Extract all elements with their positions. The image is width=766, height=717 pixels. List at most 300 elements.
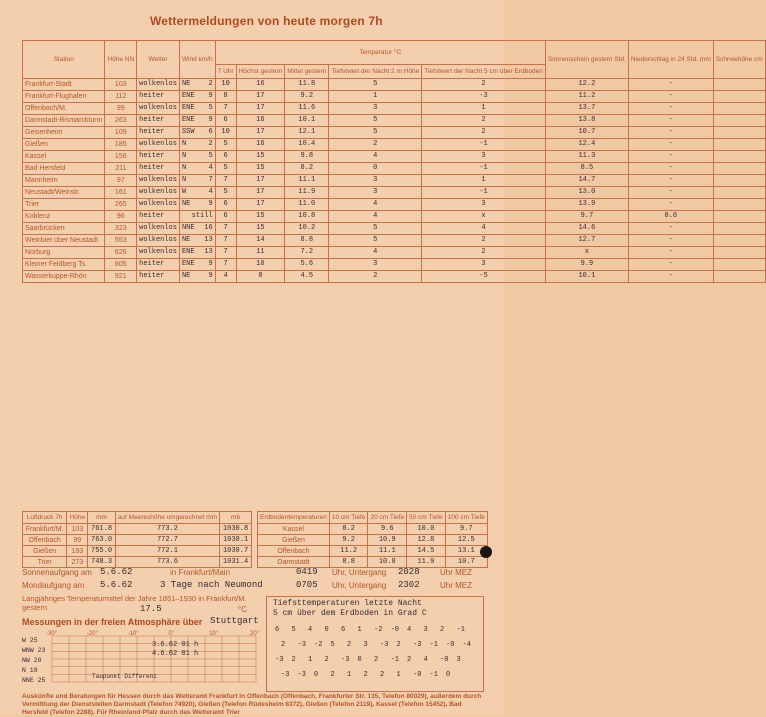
table-row <box>23 271 766 283</box>
cell-wind <box>179 223 215 235</box>
cell-station: Trier <box>23 557 67 568</box>
cell-temp-mean: 11.9 <box>285 187 329 199</box>
moonrise-label: Mondaufgang am <box>22 581 85 590</box>
cell-temp-7h: 10 <box>215 127 236 139</box>
cell-wind <box>179 91 215 103</box>
map-value: 2 <box>281 641 286 649</box>
cell-station: Neustadt/Weinstr. <box>23 187 105 199</box>
x-tick-label: 0° <box>168 631 175 637</box>
cell-c20: 10.9 <box>368 535 407 546</box>
cell-weather: wolkenlos <box>137 187 180 199</box>
table-row <box>23 223 766 235</box>
cell-wind <box>179 139 215 151</box>
cell-sunshine: x <box>545 247 628 259</box>
cell-c20: 9.6 <box>368 524 407 535</box>
col-min-ground: Tiefstwert der Nacht 5 cm über Erdboden <box>422 65 546 79</box>
cell-temp-min-air: 0 <box>329 163 422 175</box>
x-tick-label: -20° <box>86 631 98 637</box>
cell-temp-max: 17 <box>236 187 285 199</box>
cell-station: Koblenz <box>23 211 105 223</box>
map-panel <box>266 596 484 692</box>
map-value: 6 <box>275 626 280 634</box>
x-tick-label: -30° <box>46 631 58 637</box>
cell-station: Offenbach/M. <box>23 103 105 115</box>
cell-mm: 755.0 <box>88 546 115 557</box>
cell-snow <box>713 139 765 151</box>
cell-precip: - <box>628 151 713 163</box>
cell-height: 158 <box>105 151 137 163</box>
col-height: Höhe NN <box>105 41 137 79</box>
cell-temp-max: 17 <box>236 91 285 103</box>
cell-sunshine: 11.3 <box>545 151 628 163</box>
cell-precip: - <box>628 127 713 139</box>
cell-station: Saarbrücken <box>23 223 105 235</box>
cell-temp-7h: 6 <box>215 211 236 223</box>
cell-temp-min-ground: 2 <box>422 127 546 139</box>
cell-wind <box>179 235 215 247</box>
cell-height: 921 <box>105 271 137 283</box>
map-value: -3 <box>380 641 389 649</box>
map-value: 3 <box>363 641 368 649</box>
wind-direction: NE <box>181 272 191 280</box>
cell-nn: 773.2 <box>115 524 219 535</box>
col-snow: Schneehöhe cm <box>713 41 765 79</box>
cell-temp-mean: 10.1 <box>285 115 329 127</box>
col-10cm: 10 cm Tiefe <box>329 512 368 524</box>
cell-temp-max: 16 <box>236 139 285 151</box>
cell-temp-max: 14 <box>236 235 285 247</box>
table-row <box>23 91 766 103</box>
cell-station: Kassel <box>258 524 330 535</box>
map-value: -0 <box>446 641 455 649</box>
cell-wind <box>179 199 215 211</box>
cell-temp-max: 17 <box>236 175 285 187</box>
col-max: Höchst gestern <box>236 65 285 79</box>
cell-weather: wolkenlos <box>137 79 180 91</box>
cell-sunshine: 14.7 <box>545 175 628 187</box>
wind-direction: ENE <box>181 92 195 100</box>
cell-temp-min-ground: -5 <box>422 271 546 283</box>
cell-precip: - <box>628 163 713 175</box>
map-value: -3 <box>341 656 350 664</box>
wind-direction: ENE <box>181 260 195 268</box>
moonrise-date: 5.6.62 <box>100 580 133 590</box>
cell-temp-7h: 7 <box>215 235 236 247</box>
cell-temp-max: 15 <box>236 151 285 163</box>
cell-temp-7h: 5 <box>215 139 236 151</box>
wind-speed: 5 <box>208 152 213 160</box>
map-value: -3 <box>275 656 284 664</box>
cell-station: Gießen <box>258 535 330 546</box>
cell-precip: - <box>628 199 713 211</box>
cell-station: Kassel <box>23 151 105 163</box>
table-row <box>23 175 766 187</box>
cell-precip: - <box>628 187 713 199</box>
table-row <box>23 187 766 199</box>
cell-station: Kleiner Feldberg Ts. <box>23 259 105 271</box>
cell-weather: wolkenlos <box>137 103 180 115</box>
map-value: 2 <box>347 641 352 649</box>
cell-temp-min-air: 5 <box>329 127 422 139</box>
wind-speed: 9 <box>208 92 213 100</box>
map-value: 6 <box>341 626 346 634</box>
cell-weather: wolkenlos <box>137 199 180 211</box>
map-value: 3 <box>456 656 461 664</box>
col-station: Station <box>23 41 105 79</box>
cell-temp-mean: 9.8 <box>285 151 329 163</box>
cell-weather: wolkenlos <box>137 139 180 151</box>
cell-precip: - <box>628 115 713 127</box>
cell-temp-min-ground: 3 <box>422 151 546 163</box>
cell-station: Offenbach <box>23 535 67 546</box>
table-row <box>23 163 766 175</box>
cell-temp-min-ground: -1 <box>422 139 546 151</box>
sun-timezone: Uhr MEZ <box>440 568 472 577</box>
col-7h: 7 Uhr <box>215 65 236 79</box>
cell-temp-min-air: 3 <box>329 175 422 187</box>
cell-temp-min-air: 4 <box>329 211 422 223</box>
wind-speed: 5 <box>208 104 213 112</box>
cell-c10: 11.2 <box>329 546 368 557</box>
col-100cm: 100 cm Tiefe <box>445 512 487 524</box>
wind-speed: 9 <box>208 200 213 208</box>
map-value: 0 <box>314 671 319 679</box>
cell-sunshine: 10.7 <box>545 127 628 139</box>
cell-temp-mean: 4.5 <box>285 271 329 283</box>
footer-text: Auskünfte und Beratungen für Hessen durch das Wetteramt Frankfurt in Offenbach (Offenbach, Frankfurter Str. 135, Telefon 80029), außerdem durch Vermittlung der Dienststellen Darmstadt (Telefon 74920), Gießen (Telefon Rüdesheim 8372), Gießen (Telefon 2119), Kassel (Telefon 15452), Bad Hersfeld (Telefon 2288). Für Rheinland-Pfalz durch das Wetteramt Trier <box>22 693 482 716</box>
cell-sunshine: 9.7 <box>545 211 628 223</box>
cell-temp-mean: 11.8 <box>285 79 329 91</box>
cell-temp-min-ground: 4 <box>422 223 546 235</box>
cell-station: Gießen <box>23 139 105 151</box>
cell-height: 185 <box>105 139 137 151</box>
wind-speed: 9 <box>208 260 213 268</box>
cell-c100: 13.1 <box>445 546 487 557</box>
col-weather: Wetter <box>137 41 180 79</box>
cell-sunshine: 11.2 <box>545 91 628 103</box>
cell-station: Wasserkuppe-Rhön <box>23 271 105 283</box>
cell-weather: heiter <box>137 91 180 103</box>
cell-temp-min-air: 5 <box>329 235 422 247</box>
cell-temp-min-ground: -1 <box>422 163 546 175</box>
cell-temp-max: 17 <box>236 103 285 115</box>
cell-temp-max: 15 <box>236 223 285 235</box>
map-value: 2 <box>440 626 445 634</box>
cell-temp-max: 15 <box>236 211 285 223</box>
wind-direction: NE <box>181 80 191 88</box>
moonset-label: Uhr, Untergang <box>332 581 387 590</box>
cell-sunshine: 13.7 <box>545 103 628 115</box>
cell-station: Nürburg <box>23 247 105 259</box>
cell-station: Frankfurt-Stadt <box>23 79 105 91</box>
cell-mm: 763.0 <box>88 535 115 546</box>
cell-c100: 9.7 <box>445 524 487 535</box>
cell-temp-mean: 11.0 <box>285 199 329 211</box>
map-value: 5 <box>330 641 335 649</box>
wind-speed: 9 <box>208 272 213 280</box>
cell-temp-mean: 9.2 <box>285 91 329 103</box>
wind-direction: N <box>181 140 187 148</box>
cell-wind <box>179 79 215 91</box>
map-value: 2 <box>380 671 385 679</box>
x-tick-label: 10° <box>209 631 219 637</box>
cell-height: 96 <box>105 211 137 223</box>
cell-snow <box>713 115 765 127</box>
wind-speed: 6 <box>208 128 213 136</box>
wind-speed: 4 <box>208 188 213 196</box>
table-row <box>258 524 488 535</box>
col-precip: Niederschlag in 24 Std. mm <box>628 41 713 79</box>
cell-hoehe: 193 <box>67 546 88 557</box>
cell-temp-7h: 8 <box>215 91 236 103</box>
cell-c20: 11.1 <box>368 546 407 557</box>
cell-temp-min-air: 5 <box>329 115 422 127</box>
wind-speed: 16 <box>204 224 213 232</box>
cell-temp-mean: 5.6 <box>285 259 329 271</box>
cell-precip: - <box>628 79 713 91</box>
cell-c100: 12.5 <box>445 535 487 546</box>
col-20cm: 20 cm Tiefe <box>368 512 407 524</box>
table-row <box>23 557 252 568</box>
cell-mm: 761.8 <box>88 524 115 535</box>
cell-station: Gießen <box>23 546 67 557</box>
cell-sunshine: 13.0 <box>545 187 628 199</box>
cell-snow <box>713 199 765 211</box>
cell-station: Offenbach <box>258 546 330 557</box>
table-row <box>258 557 488 568</box>
cell-temp-min-air: 3 <box>329 103 422 115</box>
cell-hoehe: 273 <box>67 557 88 568</box>
cell-snow <box>713 187 765 199</box>
cell-sunshine: 14.6 <box>545 223 628 235</box>
cell-precip: - <box>628 175 713 187</box>
wind-speed: still <box>191 212 213 220</box>
cell-temp-min-air: 3 <box>329 187 422 199</box>
wind-speed: 13 <box>204 236 213 244</box>
cell-temp-min-air: 3 <box>329 259 422 271</box>
map-chart <box>271 621 477 687</box>
cell-temp-max: 8 <box>236 271 285 283</box>
map-value: 4 <box>423 656 428 664</box>
table-row <box>23 247 766 259</box>
sounding-chart <box>22 628 262 690</box>
cell-weather: heiter <box>137 259 180 271</box>
wind-direction: NE <box>181 200 191 208</box>
dewpoint-label: Taupunkt Differenz <box>92 673 157 680</box>
wind-direction: W <box>181 188 187 196</box>
cell-c10: 9.2 <box>329 535 368 546</box>
wind-label: W 25 <box>22 637 38 644</box>
wind-label: NW 20 <box>22 657 42 664</box>
table-row <box>23 139 766 151</box>
map-value: 2 <box>291 656 296 664</box>
cell-height: 211 <box>105 163 137 175</box>
cell-height: 109 <box>105 127 137 139</box>
wind-speed: 7 <box>208 176 213 184</box>
cell-temp-min-ground: 2 <box>422 79 546 91</box>
cell-precip: 0.0 <box>628 211 713 223</box>
table-row <box>23 115 766 127</box>
cell-station: Weinbiet über Neustadt <box>23 235 105 247</box>
cell-weather: heiter <box>137 271 180 283</box>
cell-wind <box>179 163 215 175</box>
cell-weather: heiter <box>137 151 180 163</box>
cell-sunshine: 13.9 <box>545 199 628 211</box>
map-value: -1 <box>456 626 465 634</box>
cell-precip: - <box>628 235 713 247</box>
cell-sunshine: 12.4 <box>545 139 628 151</box>
moonrise-time: 0705 <box>296 580 318 590</box>
cell-height: 626 <box>105 247 137 259</box>
sounding-date: 3.6.62 01 h <box>152 641 199 649</box>
cell-c20: 10.8 <box>368 557 407 568</box>
cell-snow <box>713 235 765 247</box>
cell-precip: - <box>628 223 713 235</box>
punch-hole-top <box>480 546 492 558</box>
cell-temp-7h: 4 <box>215 271 236 283</box>
cell-c50: 11.9 <box>407 557 446 568</box>
map-value: -0 <box>440 656 449 664</box>
table-row <box>23 235 766 247</box>
map-value: 2 <box>407 656 412 664</box>
cell-sunshine: 10.1 <box>545 271 628 283</box>
cell-snow <box>713 223 765 235</box>
sunrise-date: 5.6.62 <box>100 567 133 577</box>
map-value: -1 <box>390 656 399 664</box>
sounding-date: 4.6.62 01 h <box>152 650 199 658</box>
longterm-value: 17.5 <box>140 604 162 614</box>
cell-sunshine: 13.8 <box>545 115 628 127</box>
cell-weather: wolkenlos <box>137 235 180 247</box>
map-value: -0 <box>413 671 422 679</box>
cell-temp-max: 17 <box>236 127 285 139</box>
table-row <box>23 546 252 557</box>
map-value: 0 <box>357 656 362 664</box>
table-row <box>23 259 766 271</box>
cell-temp-mean: 10.2 <box>285 223 329 235</box>
map-value: -0 <box>390 626 399 634</box>
cell-wind <box>179 271 215 283</box>
col-50cm: 50 cm Tiefe <box>407 512 446 524</box>
cell-station: Darmstadt-Bismarckturm <box>23 115 105 127</box>
cell-wind <box>179 115 215 127</box>
moon-note: 3 Tage nach Neumond <box>160 580 263 590</box>
cell-temp-mean: 12.1 <box>285 127 329 139</box>
sunrise-place: in Frankfurt/Main <box>170 568 231 577</box>
cell-temp-min-ground: 1 <box>422 103 546 115</box>
map-value: 1 <box>308 656 313 664</box>
cell-station: Frankfurt-Flughafen <box>23 91 105 103</box>
map-value: 2 <box>330 671 335 679</box>
cell-temp-min-air: 2 <box>329 139 422 151</box>
cell-temp-min-air: 4 <box>329 151 422 163</box>
cell-sunshine: 9.9 <box>545 259 628 271</box>
cell-temp-min-ground: 2 <box>422 235 546 247</box>
wind-speed: 2 <box>208 80 213 88</box>
map-value: 2 <box>374 656 379 664</box>
cell-wind <box>179 175 215 187</box>
map-value: 5 <box>291 626 296 634</box>
wind-direction: NNE <box>181 224 195 232</box>
cell-snow <box>713 79 765 91</box>
cell-snow <box>713 271 765 283</box>
cell-wind <box>179 259 215 271</box>
cell-temp-mean: 7.2 <box>285 247 329 259</box>
cell-temp-7h: 5 <box>215 187 236 199</box>
map-value: -3 <box>281 671 290 679</box>
cell-c50: 12.8 <box>407 535 446 546</box>
cell-temp-min-air: 5 <box>329 223 422 235</box>
col-min-air: Tiefstwert der Nacht 2 m Höhe <box>329 65 422 79</box>
cell-temp-min-air: 4 <box>329 247 422 259</box>
cell-snow <box>713 127 765 139</box>
col-sunshine: Sonnenschein gestern Std. <box>545 41 628 79</box>
cell-mm: 748.3 <box>88 557 115 568</box>
cell-station: Geisenheim <box>23 127 105 139</box>
cell-snow <box>713 211 765 223</box>
cell-height: 263 <box>105 115 137 127</box>
col-p-mb: mb <box>220 512 252 524</box>
cell-temp-7h: 7 <box>215 223 236 235</box>
cell-weather: wolkenlos <box>137 247 180 259</box>
cell-wind <box>179 127 215 139</box>
cell-temp-7h: 6 <box>215 199 236 211</box>
wind-direction: NE <box>181 236 191 244</box>
cell-temp-min-ground: -1 <box>422 187 546 199</box>
wind-direction: N <box>181 164 187 172</box>
cell-weather: wolkenlos <box>137 175 180 187</box>
table-row <box>23 127 766 139</box>
cell-precip: - <box>628 247 713 259</box>
cell-temp-mean: 11.1 <box>285 175 329 187</box>
cell-temp-mean: 10.8 <box>285 211 329 223</box>
wind-label: NNE 25 <box>22 677 46 684</box>
cell-temp-min-air: 1 <box>329 91 422 103</box>
cell-temp-7h: 7 <box>215 175 236 187</box>
cell-temp-7h: 7 <box>215 247 236 259</box>
cell-temp-max: 11 <box>236 247 285 259</box>
cell-snow <box>713 163 765 175</box>
sounding-place: Stuttgart <box>210 616 259 626</box>
cell-temp-max: 10 <box>236 259 285 271</box>
cell-temp-max: 16 <box>236 115 285 127</box>
map-value: 1 <box>357 626 362 634</box>
cell-temp-min-air: 4 <box>329 199 422 211</box>
map-value: -4 <box>462 641 471 649</box>
cell-temp-7h: 6 <box>215 151 236 163</box>
map-value: 0 <box>324 626 329 634</box>
cell-snow <box>713 247 765 259</box>
sounding-title: Messungen in der freien Atmosphäre über <box>22 617 203 627</box>
wind-direction: SSW <box>181 128 195 136</box>
cell-weather: heiter <box>137 127 180 139</box>
cell-precip: - <box>628 271 713 283</box>
map-title-line2: 5 cm über dem Erdboden in Grad C <box>273 609 427 618</box>
cell-temp-min-ground: -3 <box>422 91 546 103</box>
map-value: -2 <box>374 626 383 634</box>
map-value: 4 <box>407 626 412 634</box>
sunrise-time: 0419 <box>296 567 318 577</box>
cell-station: Bad Hersfeld <box>23 163 105 175</box>
cell-snow <box>713 103 765 115</box>
cell-sunshine: 12.7 <box>545 235 628 247</box>
table-row <box>23 211 766 223</box>
cell-wind <box>179 151 215 163</box>
wind-direction: ENE <box>181 104 195 112</box>
cell-temp-mean: 10.4 <box>285 139 329 151</box>
col-p-height: Höhe <box>67 512 88 524</box>
cell-temp-mean: 8.2 <box>285 163 329 175</box>
